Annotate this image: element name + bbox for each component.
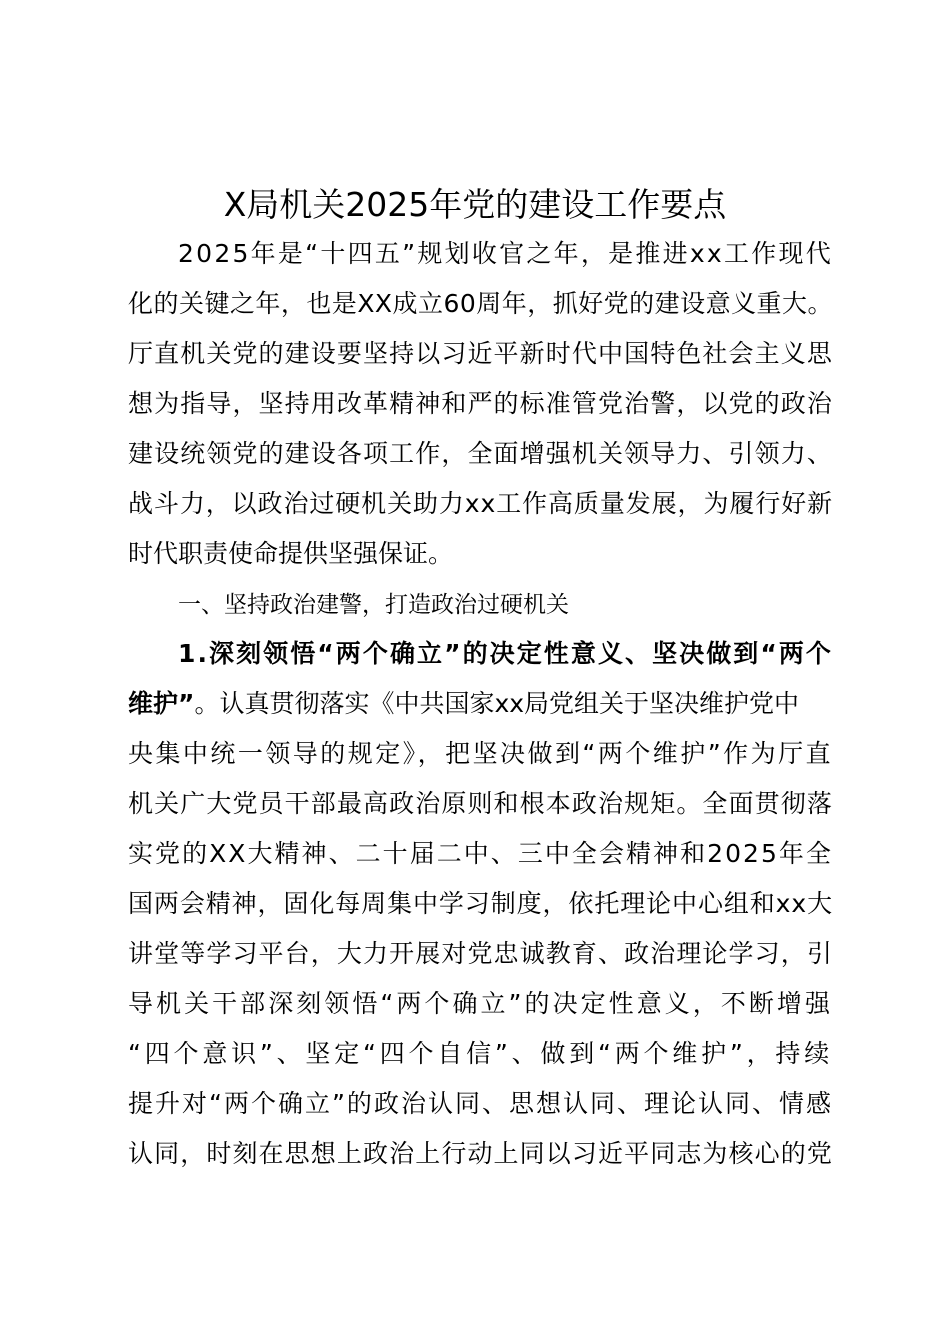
intro-line [128,429,833,479]
intro-line [128,379,833,429]
item1-line [128,829,833,879]
item1-line-text: 。认真贯彻落实《中共国家xx局党组关于坚决维护党中 [194,689,800,718]
item1-line [128,1029,833,1079]
intro-line-text: 建设统领党的建设各项工作，全面增强机关领导力、引领力、 [128,439,833,468]
item1-heading-text-end: 维护” [128,689,195,718]
item1-line [128,979,833,1029]
item1-bold-line [178,629,833,679]
item1-line-text: 提升对“两个确立”的政治认同、思想认同、理论认同、情感 [128,1089,833,1118]
item1-line [128,1079,833,1129]
item1-line-text: 认同，时刻在思想上政治上行动上同以习近平同志为核心的党 [128,1139,833,1168]
intro-line-text: 化的关键之年，也是XX成立60周年，抓好党的建设意义重大。 [128,289,833,318]
section-heading: 一、坚持政治建警，打造政治过硬机关 [178,592,569,618]
intro-line [128,529,833,579]
document-title: X局机关2025年党的建设工作要点 [223,185,727,224]
item1-line [128,929,833,979]
item1-line-text: “四个意识”、坚定“四个自信”、做到“两个维护”，持续 [128,1039,833,1068]
intro-line-text: 厅直机关党的建设要坚持以习近平新时代中国特色社会主义思 [128,339,833,368]
item1-line [128,679,833,729]
intro-line [178,229,833,279]
item1-line-text: 机关广大党员干部最高政治原则和根本政治规矩。全面贯彻落 [128,789,833,818]
item1-line-text: 导机关干部深刻领悟“两个确立”的决定性意义，不断增强 [128,989,833,1018]
item1-line [128,729,833,779]
item1-line-text: 央集中统一领导的规定》，把坚决做到“两个维护”作为厅直 [128,739,833,768]
item1-line [128,1129,833,1179]
intro-line [128,479,833,529]
intro-line [128,279,833,329]
intro-line-text: 2025年是“十四五”规划收官之年，是推进xx工作现代 [178,239,833,268]
item1-line-text: 讲堂等学习平台，大力开展对党忠诚教育、政治理论学习，引 [128,939,833,968]
item1-line [128,879,833,929]
intro-line-text: 想为指导，坚持用改革精神和严的标准管党治警，以党的政治 [128,389,833,418]
item1-heading-text: 1.深刻领悟“两个确立”的决定性意义、坚决做到“两个 [178,639,833,668]
item1-line [128,779,833,829]
intro-line [128,329,833,379]
item1-line-text: 实党的XX大精神、二十届二中、三中全会精神和2025年全 [128,839,833,868]
item1-line-text: 国两会精神，固化每周集中学习制度，依托理论中心组和xx大 [128,889,833,918]
intro-line-text: 时代职责使命提供坚强保证。 [128,539,454,568]
intro-line-text: 战斗力，以政治过硬机关助力xx工作高质量发展，为履行好新 [128,489,833,518]
